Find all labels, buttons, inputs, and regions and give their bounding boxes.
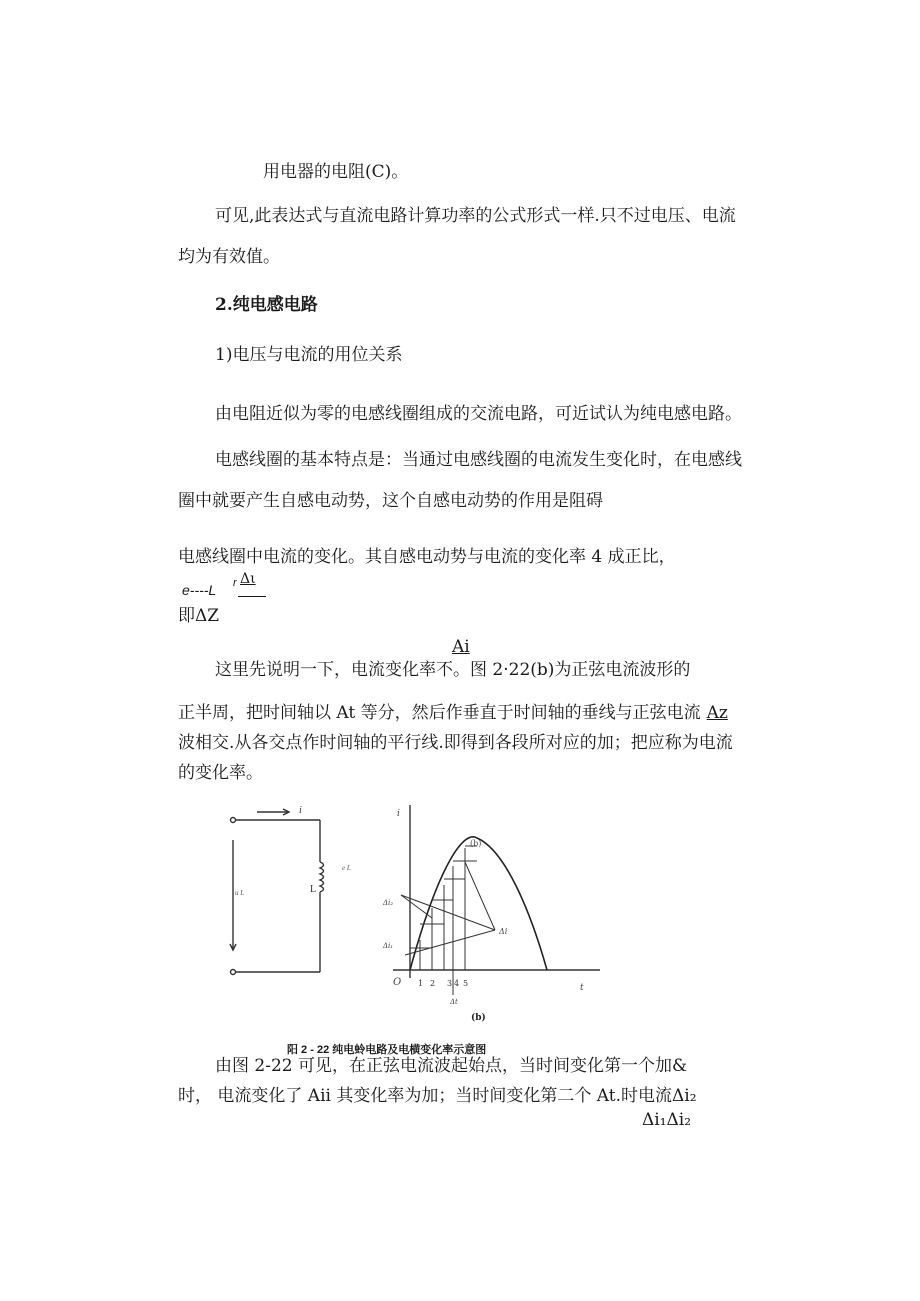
az-label: Az: [706, 703, 728, 723]
delta-i1-label: Δi₁: [383, 942, 394, 950]
para-power-formula-line2: 均为有效值。: [178, 247, 280, 267]
figure-b-label: (b): [471, 1013, 486, 1023]
formula-fraction-bar: [238, 596, 266, 597]
tick-5: 5: [463, 979, 469, 988]
delta-i-label: Δi: [499, 927, 508, 936]
subsection-heading: 1)电压与电流的用位关系: [215, 345, 403, 365]
graph-axes: [393, 805, 600, 978]
graph-axis-i: i: [397, 809, 400, 819]
para-time-axis-line2: 波相交.从各交点作时间轴的平行线.即得到各段所对应的加；把应称为电流: [178, 733, 733, 753]
figure-caption: 阳 2 - 22 纯电蛉电路及电横变化率示意图: [287, 1044, 487, 1056]
circuit-L-label: L: [310, 884, 317, 895]
para-resistance: 用电器的电阻(C)。: [263, 162, 409, 182]
formula-emf-left: e----L: [182, 582, 217, 598]
ai-label: Ai: [452, 637, 470, 657]
para-figure-analysis-line1: 由图 2-22 可见，在正弦电流波起始点，当时间变化第一个加&: [215, 1056, 688, 1076]
tick-1: 1: [418, 979, 424, 988]
circuit-u-label: u L: [235, 889, 245, 897]
para-power-formula-line1: 可见,此表达式与直流电路计算功率的公式形式一样.只不过电压、电流: [215, 206, 736, 226]
rate-steps: [410, 846, 477, 970]
delta-i2-label: Δi₂: [383, 899, 394, 907]
figure-2-22: [225, 800, 615, 1030]
section-heading: 2.纯电感电路: [215, 295, 318, 315]
figure-svg: [225, 800, 615, 1030]
sine-curve: [410, 837, 547, 970]
delta-t-label: Δt: [450, 998, 458, 1006]
tick-2: 2: [430, 979, 436, 988]
para-figure-analysis-line3: Δi₁Δi₂: [642, 1110, 692, 1130]
circuit-i-label: i: [299, 805, 302, 816]
tick-4: 4: [454, 979, 460, 988]
para-time-axis-line3: 的变化率。: [178, 763, 263, 783]
para-time-axis-line1: [178, 703, 728, 723]
para-self-emf: 电感线圈中电流的变化。其自感电动势与电流的变化率 4 成正比，: [178, 547, 676, 567]
para-inductor-feature-line1: 电感线圈的基本特点是：当通过电感线圈的电流发生变化时，在电感线: [215, 450, 742, 470]
graph-axis-t: t: [580, 983, 584, 993]
graph-ticks: [418, 979, 468, 988]
formula-delta-numerator: Δι: [240, 571, 256, 587]
rate-pointer-lines: [401, 862, 495, 955]
tick-3: 3: [447, 979, 453, 988]
para-inductive-circuit: 由电阻近似为零的电感线圈组成的交流电路，可近试认为纯电感电路。: [215, 404, 742, 424]
graph-origin: O: [393, 977, 402, 988]
formula-ji: 即ΔZ: [178, 606, 220, 626]
para-figure-analysis-line2: 时， 电流变化了 Aii 其变化率为加；当时间变化第二个 At.时电流Δi₂: [178, 1086, 697, 1106]
para-rate-explain: 这里先说明一下，电流变化率不。图 2·22(b)为正弦电流波形的: [215, 660, 691, 680]
para-time-axis-text: 正半周，把时间轴以 At 等分，然后作垂直于时间轴的垂线与正弦电流: [178, 703, 701, 723]
para-inductor-feature-line2: 圈中就要产生自感电动势，这个自感电动势的作用是阻碍: [178, 491, 603, 511]
graph-b-label: (b): [470, 839, 482, 848]
formula-emf: [182, 582, 216, 598]
formula-sub-r: r: [233, 577, 237, 589]
circuit-e-label: e L: [342, 864, 351, 872]
